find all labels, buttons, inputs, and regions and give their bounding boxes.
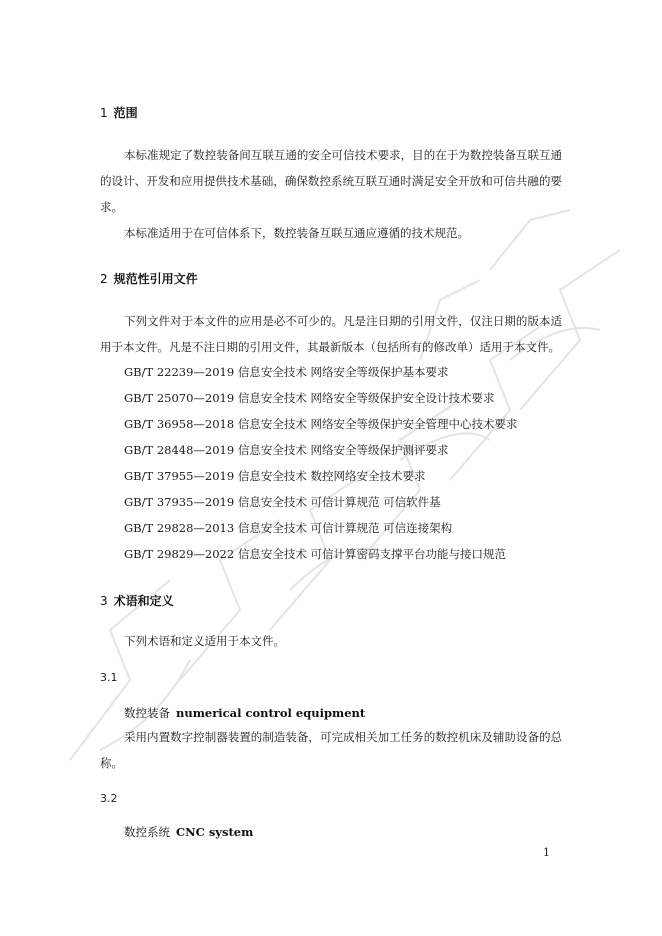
section-3-intro: 下列术语和定义适用于本文件。	[124, 634, 285, 648]
term-3-2-en: CNC system	[176, 825, 254, 839]
section-3-number: 3	[100, 594, 108, 608]
section-1-paragraph-2: 本标准适用于在可信体系下，数控装备互联互通应遵循的技术规范。	[124, 226, 469, 240]
page-number: 1	[543, 846, 550, 859]
term-3-1-zh: 数控装备	[124, 706, 170, 720]
section-2-intro: 下列文件对于本文件的应用是必不可少的。凡是注日期的引用文件，仅注日期的版本适用于本文件。凡是不注日期的引用文件，其最新版本（包括所有的修改单）适用于本文件。	[100, 314, 562, 354]
reference-item: GB/T 29829—2022 信息安全技术 可信计算密码支撑平台功能与接口规范	[124, 547, 506, 561]
term-3-2-title	[124, 824, 253, 840]
reference-item: GB/T 22239—2019 信息安全技术 网络安全等级保护基本要求	[124, 365, 449, 379]
term-3-1-en: numerical control equipment	[176, 706, 366, 720]
term-3-1-title	[124, 705, 365, 721]
term-3-1-definition: 采用内置数字控制器装置的制造装备，可完成相关加工任务的数控机床及辅助设备的总称。	[100, 730, 562, 770]
term-3-1-number: 3.1	[100, 671, 118, 684]
reference-item: GB/T 28448—2019 信息安全技术 网络安全等级保护测评要求	[124, 443, 449, 457]
section-2-heading	[100, 270, 198, 287]
section-3-heading	[100, 592, 174, 609]
term-3-2-zh: 数控系统	[124, 825, 170, 839]
reference-item: GB/T 37955—2019 信息安全技术 数控网络安全技术要求	[124, 469, 426, 483]
section-2-title: 规范性引用文件	[113, 272, 198, 286]
section-1-number: 1	[100, 106, 108, 120]
reference-item: GB/T 25070—2019 信息安全技术 网络安全等级保护安全设计技术要求	[124, 391, 495, 405]
section-1-title: 范围	[113, 106, 138, 120]
section-3-title: 术语和定义	[113, 594, 174, 608]
reference-item: GB/T 36958—2018 信息安全技术 网络安全等级保护安全管理中心技术要求	[124, 417, 518, 431]
section-1-heading	[100, 104, 138, 121]
section-1-paragraph-1: 本标准规定了数控装备间互联互通的安全可信技术要求，目的在于为数控装备互联互通的设计、开发和应用提供技术基础，确保数控系统互联互通时满足安全开放和可信共融的要求。	[100, 148, 562, 214]
reference-item: GB/T 29828—2013 信息安全技术 可信计算规范 可信连接架构	[124, 521, 453, 535]
term-3-2-number: 3.2	[100, 792, 118, 805]
reference-item: GB/T 37935—2019 信息安全技术 可信计算规范 可信软件基	[124, 495, 441, 509]
section-2-number: 2	[100, 272, 108, 286]
